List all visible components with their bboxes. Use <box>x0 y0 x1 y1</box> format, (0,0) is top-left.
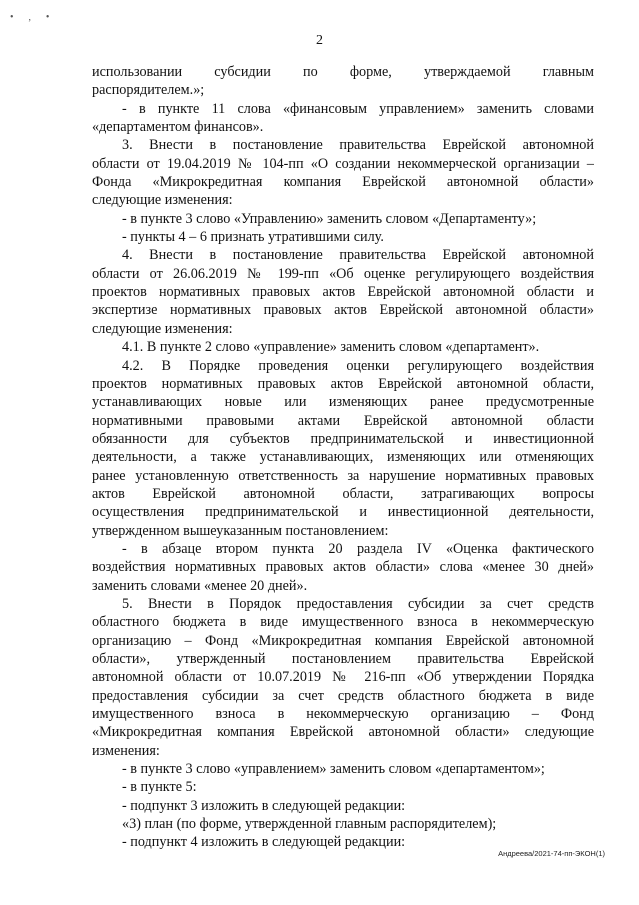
text-line: воздействия нормативных правовых актов области» слова «менее 30 дней» <box>92 559 594 576</box>
text-line: проектов нормативных правовых актов Еврейской автономной области и <box>92 284 594 301</box>
text-line: - подпункт 4 изложить в следующей редакции: <box>122 834 406 851</box>
text-line: - в пункте 11 слова «финансовым управлением» заменить словами <box>122 100 594 117</box>
text-line: области от 19.04.2019 № 104-пп «О создании некоммерческой организации – <box>92 155 594 172</box>
text-line: 4.1. В пункте 2 слово «управление» заменить словом «департамент». <box>122 339 540 356</box>
text-line: проектов нормативных правовых актов Еврейской автономной области, <box>92 375 594 392</box>
text-line: имущественного взноса в некоммерческую организацию – Фонд <box>92 706 594 723</box>
text-line: - в пункте 3 слово «Управлению» заменить словом «Департаменту»; <box>122 210 537 227</box>
text-line: деятельности, а также устанавливающих, изменяющих или отменяющих <box>92 449 594 466</box>
text-line: «Микрокредитная компания Еврейской автономной области» следующие <box>92 724 594 741</box>
text-line: использовании субсидии по форме, утверждаемой главным <box>92 64 594 80</box>
text-line: ранее установленную ответственность за нарушение нормативных правовых <box>92 467 594 484</box>
footer-reference: Андреева/2021-74-пп-ЭКОН(1) <box>498 849 605 858</box>
text-line: «департаментом финансов». <box>92 119 264 136</box>
text-line: - в абзаце втором пункта 20 раздела IV «Оценка фактического <box>122 540 594 557</box>
page-number: 2 <box>316 33 323 48</box>
text-line: «3) план (по форме, утвержденной главным распорядителем); <box>122 816 497 833</box>
text-line: 3. Внести в постановление правительства Еврейской автономной <box>122 137 594 154</box>
text-line: обязанности для субъектов предпринимательской и инвестиционной <box>92 430 594 447</box>
text-line: 4.2. В Порядке проведения оценки регулирующего воздействия <box>122 357 594 374</box>
text-line: заменить словами «менее 20 дней». <box>92 577 308 594</box>
text-line: области от 26.06.2019 № 199-пп «Об оценке регулирующего воздействия <box>92 265 594 282</box>
text-line: - в пункте 5: <box>122 779 197 796</box>
text-line: утвержденном вышеуказанным постановлением: <box>92 522 389 539</box>
body-text <box>92 63 594 852</box>
text-line: - в пункте 3 слово «управлением» заменить словом «департаментом»; <box>122 761 545 778</box>
text-line: предоставления субсидии за счет средств областного бюджета в виде <box>92 687 594 704</box>
text-line: осуществления предпринимательской и инвестиционной деятельности, <box>92 504 594 521</box>
text-line: автономной области от 10.07.2019 № 216-пп «Об утверждении Порядка <box>92 669 594 686</box>
scan-marks: • ‚ • <box>10 12 56 23</box>
text-line: области», утвержденный постановлением правительства Еврейской <box>92 651 594 667</box>
text-line: - пункты 4 – 6 признать утратившими силу. <box>122 229 384 246</box>
text-line: Фонда «Микрокредитная компания Еврейской автономной области» <box>92 174 594 191</box>
text-line: изменения: <box>92 742 160 759</box>
text-line: актов Еврейской автономной области, затрагивающих вопросы <box>92 485 594 502</box>
text-line: устанавливающих новые или изменяющих ранее предусмотренные <box>92 394 594 411</box>
text-line: следующие изменения: <box>92 192 233 209</box>
text-line: 4. Внести в постановление правительства Еврейской автономной <box>122 247 594 264</box>
text-line: распорядителем.»; <box>92 82 205 99</box>
text-line: следующие изменения: <box>92 320 233 337</box>
text-line: областного бюджета в виде имущественного взноса в некоммерческую <box>92 614 594 631</box>
text-line: организацию – Фонд «Микрокредитная компания Еврейской автономной <box>92 632 594 649</box>
text-line: 5. Внести в Порядок предоставления субсидии за счет средств <box>122 595 594 612</box>
text-line: нормативными правовыми актами Еврейской автономной области <box>92 412 594 429</box>
text-line: - подпункт 3 изложить в следующей редакции: <box>122 797 406 814</box>
text-line: экспертизе нормативных правовых актов Еврейской автономной области» <box>92 302 594 319</box>
